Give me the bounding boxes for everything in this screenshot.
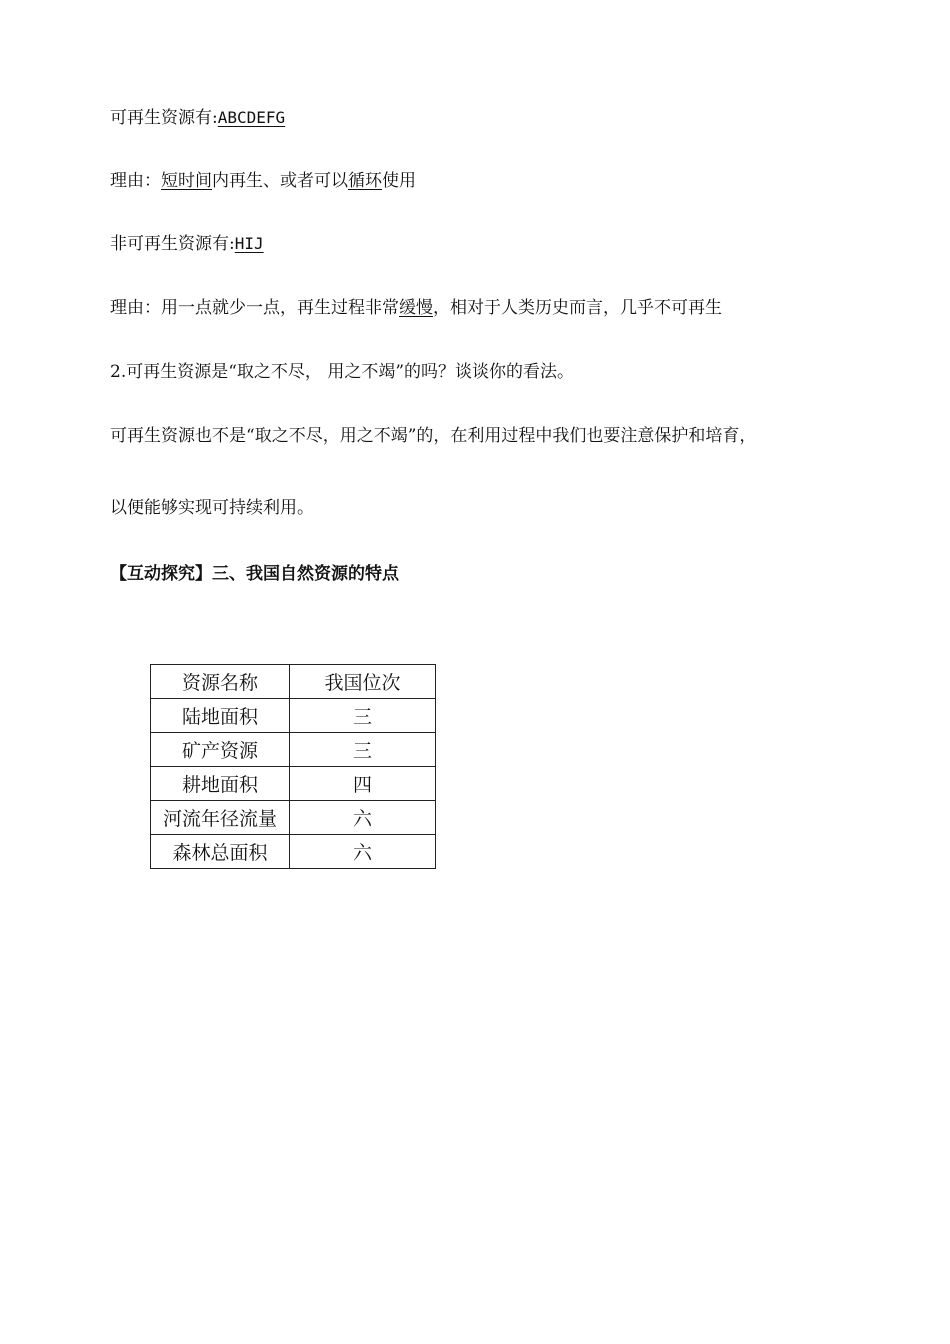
resource-name-cell: 森林总面积 bbox=[151, 835, 290, 869]
resource-rank-table bbox=[150, 664, 436, 869]
table-row bbox=[151, 801, 436, 835]
answer-2-line-2: 以便能够实现可持续利用。 bbox=[110, 498, 314, 518]
question-2: 2.可再生资源是“取之不尽， 用之不竭”的吗？谈谈你的看法。 bbox=[110, 362, 575, 382]
table-header-row bbox=[151, 665, 436, 699]
rank-cell: 六 bbox=[290, 835, 436, 869]
table-row bbox=[151, 733, 436, 767]
reason-text: 内再生、或者可以 bbox=[212, 171, 348, 191]
renewable-label: 可再生资源有: bbox=[110, 108, 218, 128]
header-china-rank: 我国位次 bbox=[290, 665, 436, 699]
table-row bbox=[151, 699, 436, 733]
reason-answer-short-time: 短时间 bbox=[161, 171, 212, 191]
nonrenewable-answer: HIJ bbox=[234, 234, 264, 253]
reason-answer-cycle: 循环 bbox=[348, 171, 382, 191]
rank-cell: 四 bbox=[290, 767, 436, 801]
reason-text-end: 使用 bbox=[382, 171, 416, 191]
nonrenewable-reason-answer: 缓慢 bbox=[399, 298, 433, 318]
rank-cell: 六 bbox=[290, 801, 436, 835]
nonrenewable-reason-line bbox=[110, 296, 722, 320]
renewable-reason-line bbox=[110, 169, 416, 193]
nonrenewable-reason-text-end: ，相对于人类历史而言，几乎不可再生 bbox=[433, 298, 722, 318]
reason-label: 理由： bbox=[110, 171, 161, 191]
answer-2-line-1: 可再生资源也不是“取之不尽，用之不竭”的，在利用过程中我们也要注意保护和培育， bbox=[110, 426, 757, 446]
header-resource-name: 资源名称 bbox=[151, 665, 290, 699]
table-row bbox=[151, 767, 436, 801]
nonrenewable-label: 非可再生资源有: bbox=[110, 234, 235, 254]
resource-name-cell: 陆地面积 bbox=[151, 699, 290, 733]
nonrenewable-resources-line bbox=[110, 232, 264, 256]
renewable-answer: ABCDEFG bbox=[217, 108, 286, 127]
resource-name-cell: 矿产资源 bbox=[151, 733, 290, 767]
rank-cell: 三 bbox=[290, 699, 436, 733]
section-heading: 【互动探究】三、我国自然资源的特点 bbox=[110, 564, 399, 584]
resource-name-cell: 耕地面积 bbox=[151, 767, 290, 801]
renewable-resources-line bbox=[110, 106, 285, 130]
nonrenewable-reason-text: 理由：用一点就少一点，再生过程非常 bbox=[110, 298, 399, 318]
resource-name-cell: 河流年径流量 bbox=[151, 801, 290, 835]
rank-cell: 三 bbox=[290, 733, 436, 767]
table-row bbox=[151, 835, 436, 869]
